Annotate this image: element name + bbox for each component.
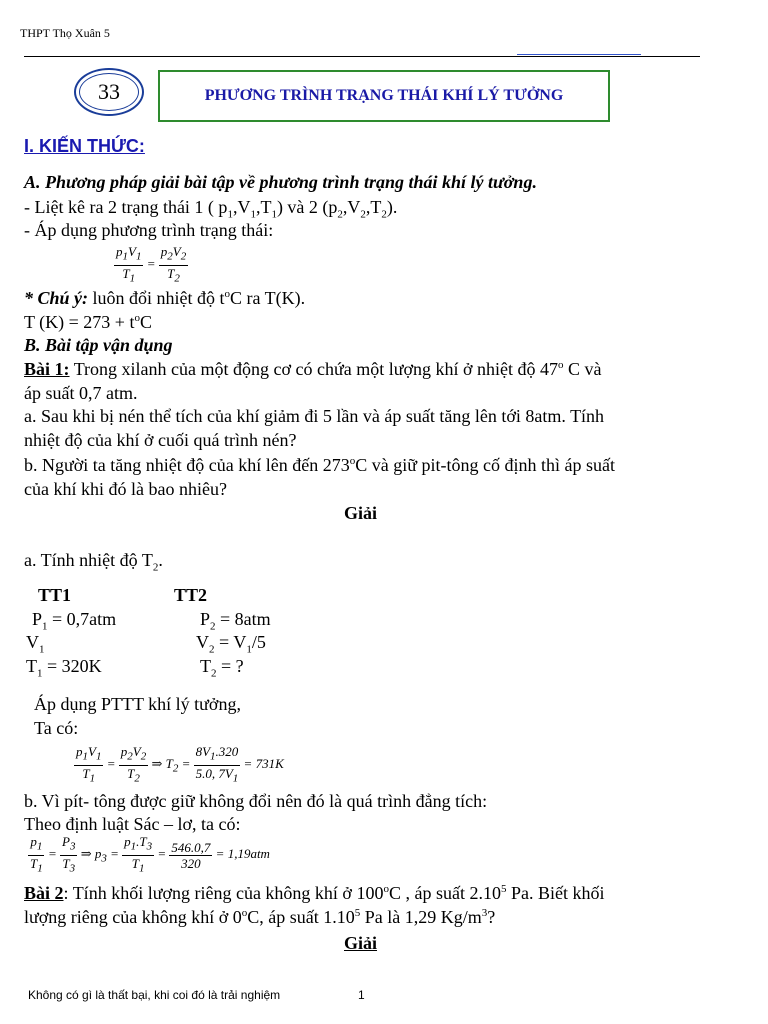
school-name: THPT Thọ Xuân 5 bbox=[20, 26, 110, 40]
header-rule bbox=[24, 56, 700, 57]
solution-a-title: a. Tính nhiệt độ $T_2$. bbox=[24, 550, 163, 574]
header-link-underline bbox=[517, 54, 641, 55]
lesson-number-badge bbox=[74, 68, 144, 116]
bai1-solution-heading: Giải bbox=[344, 503, 378, 523]
state1-temperature: $T_1 = 320K$ bbox=[26, 656, 102, 680]
state1-header: TT1 bbox=[38, 585, 72, 605]
taco-line: Ta có: bbox=[34, 718, 79, 738]
state2-temperature: $T_2$ = ? bbox=[200, 656, 244, 680]
page-number: 1 bbox=[358, 988, 365, 1002]
footer-quote: Không có gì là thất bại, khi coi đó là trải nghiệm bbox=[28, 988, 281, 1002]
part-a-heading: A. Phương pháp giải bài tập về phương trình trạng thái khí lý tưởng. bbox=[24, 172, 537, 192]
part-a-step2: - Áp dụng phương trình trạng thái: bbox=[24, 220, 274, 240]
bai1-a-line2: nhiệt độ của khí ở cuối quá trình nén? bbox=[24, 430, 297, 450]
state-equation-formula: $\frac{p_1V_1}{T_1}$ = $\frac{p_2V_2}{T_2}$ bbox=[116, 244, 187, 285]
bai1-line1: Bài 1: Trong xilanh của một động cơ có chứa một lượng khí ở nhiệt độ 47$^o$ C và bbox=[24, 359, 602, 379]
part-b-heading: B. Bài tập vận dụng bbox=[24, 335, 173, 355]
bai1-a-line1: a. Sau khi bị nén thể tích của khí giảm đi 5 lần và áp suất tăng lên tới 8atm. Tính bbox=[24, 406, 605, 426]
lesson-title-box bbox=[158, 70, 610, 122]
conversion-formula: T $(K) = 273 + t^oC$ bbox=[24, 312, 152, 332]
solution-b-line1: b. Vì pít- tông được giữ không đổi nên đó là quá trình đẳng tích: bbox=[24, 791, 488, 811]
state2-header: TT2 bbox=[174, 585, 208, 605]
bai1-b-line1: b. Người ta tăng nhiệt độ của khí lên đến 273$^o$C và giữ pit-tông cố định thì áp suất bbox=[24, 455, 615, 475]
note-line: * Chú ý: luôn đổi nhiệt độ $t^oC$ ra T(K). bbox=[24, 288, 306, 308]
bai1-b-line2: của khí khi đó là bao nhiêu? bbox=[24, 479, 227, 499]
bai2-solution-heading: Giải bbox=[344, 933, 378, 953]
state2-pressure: $P_2 = 8atm$ bbox=[200, 609, 271, 633]
state2-volume: $V_2 = V_1/5$ bbox=[196, 632, 266, 656]
bai1-line2: áp suất 0,7 atm. bbox=[24, 383, 138, 403]
bai2-line1: Bài 2: Tính khối lượng riêng của không khí ở 100$^o$C , áp suất 2.10$^5$ Pa. Biết khối bbox=[24, 883, 605, 903]
pressure-equation: $\frac{p_1}{T_1}$ = $\frac{P_3}{T_3}$ ⇒ $p_3$ = $\frac{p_1.T_3}{T_1}$ = $\frac{546.0,7}{320}$ = 1,19atm bbox=[30, 834, 270, 875]
part-a-step1: - Liệt kê ra 2 trạng thái 1 ( $p_1,V_1,T_1$) và 2 $(p_2,V_2,T_2)$. bbox=[24, 197, 398, 221]
state1-pressure: $P_1 = 0,7atm$ bbox=[32, 609, 117, 633]
apply-line: Áp dụng PTTT khí lý tưởng, bbox=[34, 694, 241, 714]
state1-volume: $V_1$ bbox=[26, 632, 45, 656]
lesson-number: 33 bbox=[98, 79, 120, 104]
solution-b-line2: Theo định luật Sác – lơ, ta có: bbox=[24, 814, 241, 834]
temperature-equation: $\frac{p_1V_1}{T_1}$ = $\frac{p_2V_2}{T_2}$ ⇒ $T_2$ = $\frac{8V_1.320}{5.0, 7V_1}$ = 731K bbox=[76, 744, 284, 785]
bai2-line2: lượng riêng của không khí ở 0$^o$C, áp suất 1.10$^5$ Pa là 1,29 $Kg/m^3$? bbox=[24, 907, 496, 927]
section-heading: I. KIẾN THỨC: bbox=[24, 136, 145, 156]
lesson-title: PHƯƠNG TRÌNH TRẠNG THÁI KHÍ LÝ TƯỞNG bbox=[204, 87, 564, 104]
